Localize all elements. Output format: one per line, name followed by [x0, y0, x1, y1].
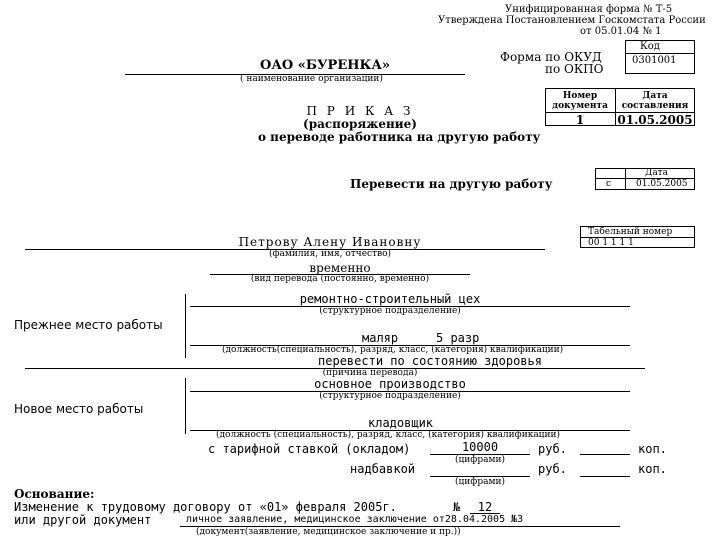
- okud-label: Форма по ОКУД: [500, 50, 602, 64]
- rate-value: 10000: [461, 440, 499, 454]
- order-subtitle: (распоряжение): [303, 117, 417, 131]
- basis-label: Основание:: [14, 487, 95, 501]
- document-date-header: Дата составления: [621, 91, 689, 111]
- rate-caption: (цифрами): [455, 455, 505, 465]
- old-position: маляр: [362, 331, 399, 345]
- order-title: П Р И К А З: [306, 104, 414, 118]
- bonus-kop-underline: [580, 476, 630, 477]
- document-number-value: 1: [575, 113, 585, 127]
- new-position: кладовщик: [368, 416, 434, 430]
- old-position-caption: (должность(специальность), разряд, класс, (категория) квалификации): [222, 345, 564, 355]
- new-position-caption: (должность (специальность), разряд, класс, (категория) квалификации): [216, 430, 560, 440]
- form-number-line: Унифицированная форма № Т-5: [505, 4, 673, 15]
- transfer-date-header: Дата: [645, 168, 669, 178]
- transfer-kind: временно: [309, 261, 371, 275]
- okud-code: 0301001: [632, 55, 677, 66]
- basis-other-value: личное заявление, медицинское заключение от28.04.2005 №3: [186, 514, 524, 525]
- approved-line: Утверждена Постановлением Госкомстата России: [438, 15, 706, 26]
- document-number-header: Номер документа: [552, 91, 608, 111]
- bonus-caption: (цифрами): [455, 477, 505, 487]
- bonus-rub: руб.: [538, 462, 567, 476]
- old-division: ремонтно-строительный цех: [299, 292, 481, 306]
- old-place-bracket: [185, 294, 186, 358]
- transfer-label: Перевести на другую работу: [350, 177, 553, 191]
- employee-name: Петрову Алену Ивановну: [238, 235, 422, 249]
- rate-kop-underline: [580, 454, 630, 455]
- rate-label: с тарифной ставкой (окладом): [208, 442, 411, 456]
- tab-number-header: Табельный номер: [588, 227, 673, 237]
- order-subject: о переводе работника на другую работу: [258, 130, 541, 144]
- document-date-value: 01.05.2005: [617, 113, 693, 127]
- organization-caption: ( наименование организации): [240, 74, 383, 84]
- organization-name: ОАО «БУРЕНКА»: [260, 58, 391, 73]
- transfer-from-date: 01.05.2005: [636, 179, 688, 189]
- okpo-label: по ОКПО: [545, 62, 604, 76]
- transfer-reason-caption: (причина перевода): [322, 368, 418, 378]
- approved-date-line: от 05.01.04 № 1: [580, 26, 662, 37]
- code-header: Код: [640, 41, 660, 52]
- rate-kop: коп.: [638, 442, 667, 456]
- tab-number-value: 00 1 1 1 1: [588, 238, 634, 248]
- transfer-reason: перевести по состоянию здоровья: [318, 354, 542, 368]
- old-grade: 5 разр: [436, 331, 480, 345]
- transfer-date-divider: [625, 168, 626, 190]
- bonus-kop: коп.: [638, 462, 667, 476]
- new-division-caption: (структурное подразделение): [319, 391, 461, 401]
- basis-num-value: 12: [477, 500, 493, 514]
- new-place-bracket: [185, 378, 186, 434]
- employee-name-caption: (фамилия, имя, отчество): [268, 249, 392, 259]
- new-division: основное производство: [314, 377, 466, 391]
- basis-line1: Изменение к трудовому договору от «01» февраля 2005г.: [14, 500, 397, 514]
- rate-rub: руб.: [538, 442, 567, 456]
- old-division-caption: (структурное подразделение): [319, 306, 461, 316]
- basis-other-label: или другой документ: [14, 513, 152, 527]
- transfer-from-label: с: [606, 179, 612, 189]
- new-place-label: Новое место работы: [14, 402, 144, 416]
- basis-caption: (документ(заявление, медицинское заключение и пр.)): [196, 527, 461, 537]
- old-place-label: Прежнее место работы: [14, 318, 163, 332]
- basis-num-label: №: [453, 500, 461, 514]
- bonus-label: надбавкой: [350, 462, 416, 476]
- code-box-divider: [625, 53, 695, 54]
- transfer-kind-caption: (вид перевода (постоянно, временно): [250, 274, 430, 284]
